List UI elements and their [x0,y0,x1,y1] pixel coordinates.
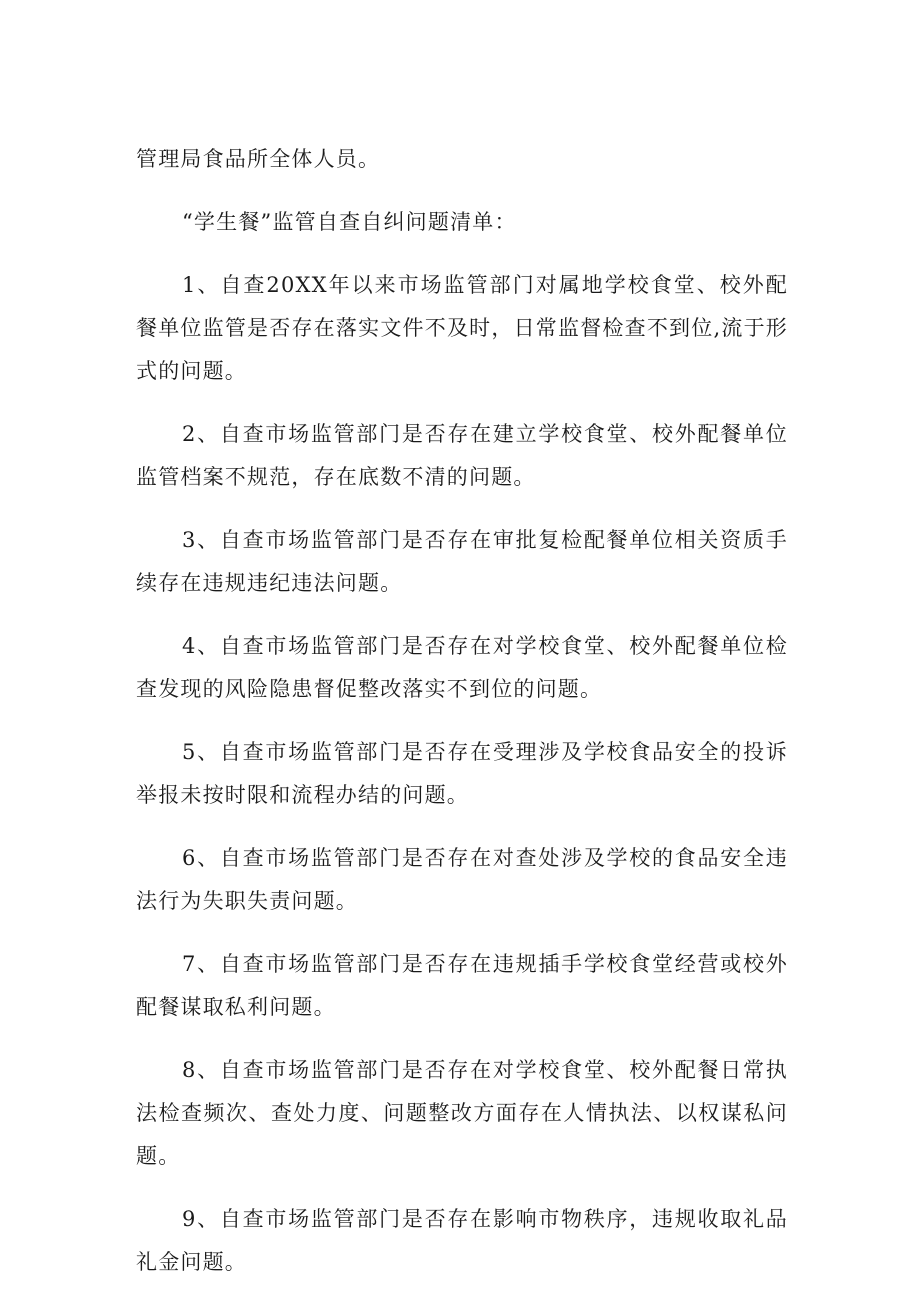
checklist-item-6: 6、自查市场监管部门是否存在对查处涉及学校的食品安全违法行为失职失责问题。 [136,846,788,913]
checklist-item-2: 2、自查市场监管部门是否存在建立学校食堂、校外配餐单位监管档案不规范，存在底数不清的问题。 [136,422,788,489]
checklist-item-8: 8、自查市场监管部门是否存在对学校食堂、校外配餐日常执法检查频次、查处力度、问题整改方面存在人情执法、以权谋私问题。 [136,1058,788,1168]
checklist-item-4: 4、自查市场监管部门是否存在对学校食堂、校外配餐单位检查发现的风险隐患督促整改落实不到位的问题。 [136,634,788,701]
checklist-title: “学生餐”监管自查自纠问题清单： [182,210,517,234]
checklist-item-1: 1、自查20XX年以来市场监管部门对属地学校食堂、校外配餐单位监管是否存在落实文件不及时，日常监督检查不到位,流于形式的问题。 [136,273,788,383]
checklist-item-5: 5、自查市场监管部门是否存在受理涉及学校食品安全的投诉举报未按时限和流程办结的问题。 [136,740,788,807]
checklist-item-9: 9、自查市场监管部门是否存在影响市物秩序，违规收取礼品礼金问题。 [136,1207,788,1274]
continuation-paragraph: 管理局食品所全体人员。 [136,147,381,171]
checklist-item-7: 7、自查市场监管部门是否存在违规插手学校食堂经营或校外配餐谋取私利问题。 [136,952,788,1019]
document-body [136,138,788,1284]
checklist-item-3: 3、自查市场监管部门是否存在审批复检配餐单位相关资质手续存在违规违纪违法问题。 [136,528,788,595]
